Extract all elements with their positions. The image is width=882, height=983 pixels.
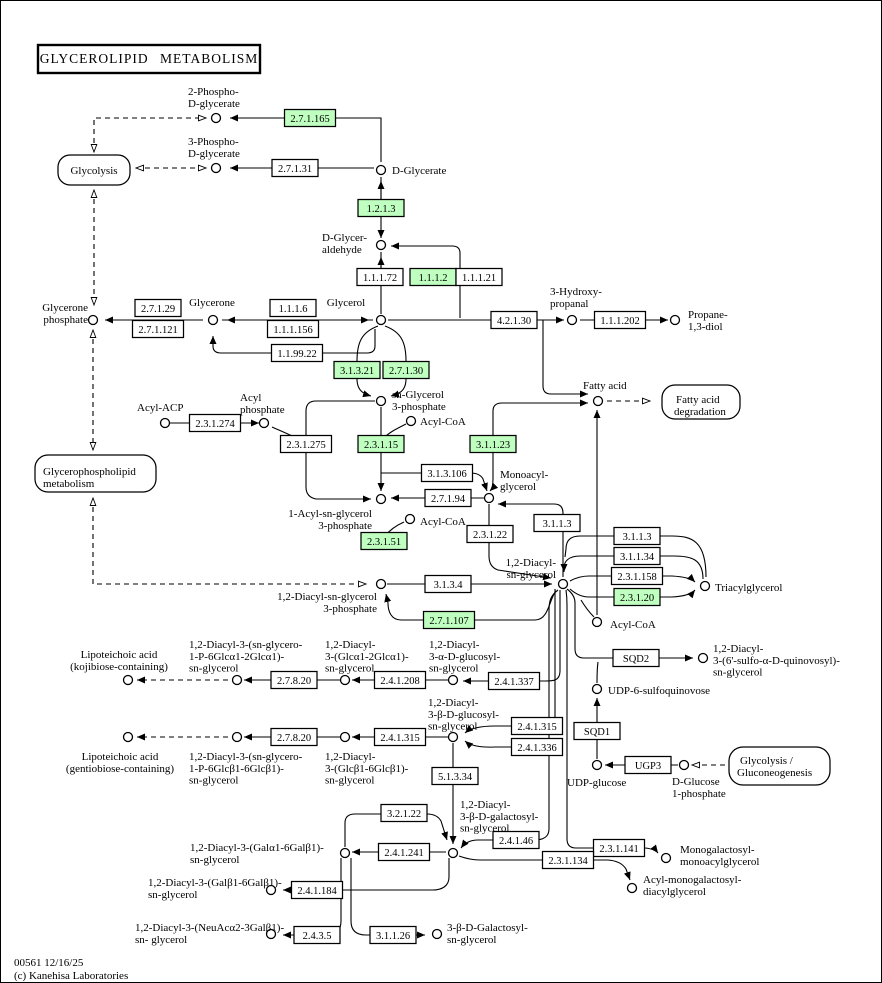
pathway-link-label: Glycolysis [70, 165, 118, 177]
enzyme-label: 3.1.1.26 [375, 930, 411, 942]
enzyme-label: 1.1.1.2 [418, 272, 448, 284]
compound-label: Acyl-CoA [610, 619, 656, 631]
enzyme-label: 2.7.8.20 [276, 675, 312, 687]
map-footer-text: (c) Kanehisa Laboratories [14, 970, 129, 982]
compound-diacyl-glca1-2glca1[interactable] [341, 676, 350, 685]
compound-label: 1,2-Diacyl-3-(sn-glycero-1-P-6Glcβ1-6Glcβ1)-sn-glycerol [189, 751, 303, 787]
compound-acyl-coa-2[interactable] [406, 515, 415, 524]
compound-label: UDP-6-sulfoquinovose [608, 685, 711, 697]
compound-label: 1,2-Diacyl-3-β-D-galactosyl-sn-glycerol [460, 799, 539, 835]
compound-label: 3-Phospho-D-glycerate [188, 136, 240, 160]
compound-3-b-d-galactosyl-sn-glycerol[interactable] [433, 930, 442, 939]
compound-diacyl-3-a-d-glucosyl[interactable] [449, 676, 458, 685]
compound-label: Triacylglycerol [715, 582, 783, 594]
enzyme-box-2.3.1.20[interactable] [614, 589, 660, 606]
compound-label: sn-Glycerol 3-phosphate [392, 389, 446, 413]
enzyme-box-3.1.1.3[interactable] [534, 515, 580, 532]
enzyme-label: 3.1.1.3 [622, 531, 652, 543]
enzyme-label: 2.7.1.29 [140, 303, 176, 315]
enzyme-box-UGP3[interactable] [625, 757, 671, 774]
enzyme-box-2.3.1.15[interactable] [358, 436, 404, 453]
enzyme-box-3.1.1.3[interactable] [614, 528, 660, 545]
enzyme-box-2.4.1.208[interactable] [375, 672, 426, 689]
enzyme-label: 3.1.1.23 [475, 439, 511, 451]
enzyme-label: 1.1.1.72 [362, 272, 398, 284]
enzyme-box-1.1.1.2[interactable] [410, 269, 456, 286]
enzyme-box-3.1.3.21[interactable] [334, 362, 380, 379]
enzyme-box-2.4.1.336[interactable] [512, 739, 563, 756]
enzyme-label: 2.4.1.241 [384, 847, 424, 859]
enzyme-box-2.4.1.337[interactable] [489, 673, 540, 690]
compound-label: D-Glycerate [392, 165, 447, 177]
compound-diacyl-glcb1-6glcb1[interactable] [341, 733, 350, 742]
enzyme-label: UGP3 [634, 760, 662, 772]
enzyme-box-2.3.1.274[interactable] [190, 415, 241, 432]
compound-acyl-acp[interactable] [161, 419, 170, 428]
compound-acyl-phosphate[interactable] [260, 419, 269, 428]
compound-label: D-Glycer-aldehyde [322, 232, 367, 256]
enzyme-label: 2.3.1.275 [286, 439, 326, 451]
enzyme-label: 2.4.1.315 [380, 732, 420, 744]
enzyme-box-2.4.3.5[interactable] [294, 927, 340, 944]
enzyme-box-2.4.1.241[interactable] [379, 844, 430, 861]
pathway-link-glycolysis-gluconeogenesis[interactable] [729, 747, 830, 785]
compound-label: 1,2-Diacyl-3-(NeuAcα2-3Galβ1)-sn- glycerol [135, 922, 285, 946]
enzyme-label: 2.7.1.94 [430, 493, 466, 505]
compound-label: Acyl-CoA [420, 516, 466, 528]
enzyme-box-3.1.3.106[interactable] [422, 465, 473, 482]
compound-triacylglycerol[interactable] [701, 582, 710, 591]
compound-2-phospho-d-glycerate[interactable] [212, 114, 221, 123]
compound-label: Glycerol [326, 297, 366, 309]
pathway-link-glycolysis[interactable] [58, 155, 130, 185]
enzyme-box-SQD2[interactable] [613, 650, 659, 667]
enzyme-box-1.1.1.156[interactable] [268, 321, 319, 338]
enzyme-box-2.7.1.121[interactable] [133, 321, 184, 338]
enzyme-label: 2.7.1.30 [388, 365, 424, 377]
enzyme-label: 5.1.3.34 [437, 771, 473, 783]
enzyme-label: 2.4.1.208 [380, 675, 420, 687]
compound-propane-1-3-diol[interactable] [671, 316, 680, 325]
enzyme-box-2.7.8.20[interactable] [271, 672, 317, 689]
pathway-link-label: Gluconeogenesis [737, 767, 813, 779]
compound-label: Lipoteichoic acid (gentiobiose-containing) [65, 751, 175, 775]
compound-label: 1,2-Diacyl-3-(Galα1-6Galβ1)-sn-glycerol [190, 842, 324, 866]
compound-lipoteichoic-acid-kojibiose[interactable] [124, 676, 133, 685]
compound-label: 1-Acyl-sn-glycerol 3-phosphate [288, 508, 372, 532]
enzyme-box-5.1.3.34[interactable] [432, 768, 478, 785]
enzyme-box-2.7.1.31[interactable] [272, 160, 318, 177]
enzyme-label: SQD2 [622, 653, 650, 665]
enzyme-box-2.7.1.29[interactable] [135, 300, 181, 317]
enzyme-box-2.4.1.315[interactable] [512, 718, 563, 735]
compound-glycerone-phosphate[interactable] [89, 316, 98, 325]
enzyme-label: 2.4.1.315 [517, 721, 557, 733]
enzyme-label: 2.4.1.336 [517, 742, 557, 754]
compound-label: 3-β-D-Galactosyl-sn-glycerol [447, 922, 528, 946]
compound-diacyl-3-b-d-glucosyl[interactable] [449, 733, 458, 742]
compound-1-2-diacyl-sn-glycerol-3-phosphate[interactable] [377, 580, 386, 589]
enzyme-box-2.4.1.184[interactable] [292, 882, 343, 899]
enzyme-box-3.1.3.4[interactable] [425, 576, 471, 593]
compound-label: 3-Hydroxy-propanal [550, 286, 602, 310]
compound-1-acyl-sn-glycerol-3-phosphate[interactable] [377, 495, 386, 504]
compound-glycerone[interactable] [209, 316, 218, 325]
compound-label: 1,2-Diacyl-sn-glycerol 3-phosphate [277, 591, 377, 615]
enzyme-box-4.2.1.30[interactable] [491, 312, 537, 329]
compound-label: UDP-glucose [567, 777, 627, 789]
compound-3-hydroxypropanal[interactable] [568, 316, 577, 325]
enzyme-box-3.1.1.26[interactable] [370, 927, 416, 944]
compound-label: 1,2-Diacyl-sn-glycerol [505, 557, 556, 581]
enzyme-box-2.7.1.165[interactable] [285, 110, 336, 127]
enzyme-label: 1.1.99.22 [277, 348, 317, 360]
compound-label: 1,2-Diacyl-3-(Glcα1-2Glcα1)-sn-glycerol [325, 639, 409, 675]
enzyme-box-1.1.1.6[interactable] [270, 300, 316, 317]
enzyme-box-2.3.1.275[interactable] [281, 436, 332, 453]
enzyme-box-2.3.1.134[interactable] [543, 852, 594, 869]
pathway-link-fatty-acid-degradation[interactable] [662, 385, 740, 419]
compound-monogalactosyl-monoacylglycerol[interactable] [662, 854, 671, 863]
enzyme-label: 2.3.1.51 [366, 536, 402, 548]
compound-label: Acyl-CoA [420, 416, 466, 428]
enzyme-box-1.1.1.72[interactable] [357, 269, 403, 286]
compound-label: Fatty acid [583, 380, 627, 392]
compound-label: 1,2-Diacyl-3-(sn-glycero-1-P-6Glcα1-2Glcα1)-sn-glycerol [189, 639, 303, 675]
compound-diacyl-sulfoquinovosyl[interactable] [699, 654, 708, 663]
compound-label: 1,2-Diacyl-3-(Galβ1-6Galβ1)-sn-glycerol [148, 877, 282, 901]
enzyme-label: 3.1.1.3 [542, 518, 572, 530]
compound-label: 1,2-Diacyl-3-β-D-glucosyl-sn-glycerol [428, 697, 499, 733]
pathway-link-label: degradation [674, 406, 726, 418]
enzyme-box-2.4.1.315[interactable] [375, 729, 426, 746]
compound-lipoteichoic-acid-gentiobiose[interactable] [124, 733, 133, 742]
compound-monoacylglycerol[interactable] [485, 494, 494, 503]
pathway-link-label: Fatty acid [676, 394, 720, 406]
compound-fatty-acid[interactable] [594, 397, 603, 406]
enzyme-box-3.1.1.23[interactable] [470, 436, 516, 453]
enzyme-box-2.3.1.158[interactable] [612, 568, 663, 585]
enzyme-label: 2.3.1.134 [548, 855, 588, 867]
enzyme-label: 3.1.3.4 [433, 579, 463, 591]
enzyme-box-2.3.1.141[interactable] [594, 840, 645, 857]
enzyme-box-2.7.1.94[interactable] [425, 490, 471, 507]
compound-label: 2-Phospho-D-glycerate [188, 86, 240, 110]
compound-label: Acyl phosphate [240, 392, 285, 416]
compound-label: Monoacyl-glycerol [500, 469, 549, 493]
enzyme-box-1.1.99.22[interactable] [272, 345, 323, 362]
compound-glycerol[interactable] [377, 316, 386, 325]
enzyme-label: 1.1.1.6 [278, 303, 308, 315]
enzyme-box-2.7.8.20[interactable] [271, 729, 317, 746]
enzyme-label: 3.1.1.34 [619, 551, 655, 563]
enzyme-box-1.2.1.3[interactable] [358, 200, 404, 217]
compound-label: 1,2-Diacyl-3-(6'-sulfo-α-D-quinovosyl)-sn-glycerol [713, 643, 840, 679]
enzyme-label: 2.7.1.165 [290, 113, 330, 125]
pathway-link-label: Glycerophospholipid [43, 466, 136, 478]
map-title: GLYCEROLIPID METABOLISM [39, 51, 259, 66]
enzyme-label: SQD1 [583, 726, 611, 738]
pathway-link-label: metabolism [43, 478, 95, 490]
compound-1-2-diacyl-sn-glycerol[interactable] [559, 580, 568, 589]
pathway-link-glycerophospholipid-metabolism[interactable] [35, 455, 156, 492]
enzyme-label: 2.4.1.337 [494, 676, 534, 688]
enzyme-label: 2.4.1.184 [297, 885, 337, 897]
enzyme-label: 2.7.1.107 [429, 615, 469, 627]
compound-d-glycerate[interactable] [377, 166, 386, 175]
enzyme-label: 1.1.1.156 [273, 324, 313, 336]
enzyme-box-2.7.1.107[interactable] [424, 612, 475, 629]
compound-label: 1,2-Diacyl-3-α-D-glucosyl-sn-glycerol [429, 639, 501, 675]
enzyme-label: 2.7.8.20 [276, 732, 312, 744]
enzyme-label: 2.3.1.20 [619, 592, 655, 604]
compound-label: Acyl-ACP [137, 402, 184, 414]
enzyme-box-SQD1[interactable] [574, 723, 620, 740]
enzyme-box-2.3.1.51[interactable] [361, 533, 407, 550]
compound-label: Glycerone [189, 297, 235, 309]
compound-udp-glucose[interactable] [593, 761, 602, 770]
compound-udp-6-sulfoquinovose[interactable] [593, 685, 602, 694]
enzyme-label: 2.3.1.158 [617, 571, 657, 583]
enzyme-label: 2.4.1.46 [498, 835, 534, 847]
compound-acyl-monogalactosyl-diacylglycerol[interactable] [628, 884, 637, 893]
enzyme-label: 1.2.1.3 [366, 203, 396, 215]
enzyme-label: 2.7.1.31 [277, 163, 313, 175]
enzyme-box-3.1.1.34[interactable] [614, 548, 660, 565]
compound-d-glyceraldehyde[interactable] [377, 241, 386, 250]
compound-diacyl-sn-glycero-p-glc-a[interactable] [233, 676, 242, 685]
enzyme-label: 2.3.1.274 [195, 418, 235, 430]
enzyme-box-3.2.1.22[interactable] [381, 805, 427, 822]
enzyme-label: 3.2.1.22 [386, 808, 422, 820]
compound-label: Glycerone phosphate [42, 302, 88, 326]
enzyme-label: 2.3.1.141 [599, 843, 639, 855]
pathway-link-label: Glycolysis / [740, 755, 793, 767]
compound-label: D-Glucose 1-phosphate [672, 776, 726, 800]
enzyme-label: 3.1.3.106 [427, 468, 467, 480]
enzyme-label: 3.1.3.21 [339, 365, 375, 377]
compound-acyl-coa-1[interactable] [407, 417, 416, 426]
compound-label: Monogalactosyl-monoacylglycerol [680, 844, 760, 868]
enzyme-label: 2.7.1.121 [138, 324, 178, 336]
compound-label: Lipoteichoic acid (kojibiose-containing) [70, 649, 168, 673]
enzyme-label: 1.1.1.202 [600, 315, 640, 327]
enzyme-box-1.1.1.202[interactable] [595, 312, 646, 329]
enzyme-label: 2.4.3.5 [302, 930, 332, 942]
compound-label: Propane-1,3-diol [688, 309, 728, 333]
compound-sn-glycerol-3-phosphate[interactable] [377, 397, 386, 406]
enzyme-box-2.7.1.30[interactable] [383, 362, 429, 379]
enzyme-label: 4.2.1.30 [496, 315, 532, 327]
enzyme-label: 1.1.1.21 [461, 272, 497, 284]
compound-label: 1,2-Diacyl-3-(Glcβ1-6Glcβ1)-sn-glycerol [325, 751, 409, 787]
enzyme-label: 2.3.1.15 [363, 439, 399, 451]
compound-diacyl-sn-glycero-p-glc-b[interactable] [233, 733, 242, 742]
compound-d-glucose-1-phosphate[interactable] [680, 761, 689, 770]
compound-3-phospho-d-glycerate[interactable] [212, 164, 221, 173]
compound-label: Acyl-monogalactosyl-diacylglycerol [643, 874, 742, 898]
compound-acyl-coa-3[interactable] [593, 618, 602, 627]
enzyme-box-1.1.1.21[interactable] [456, 269, 502, 286]
enzyme-box-2.3.1.22[interactable] [467, 526, 513, 543]
compound-diacyl-gala1-6galb1[interactable] [341, 849, 350, 858]
enzyme-label: 2.3.1.22 [472, 529, 508, 541]
map-footer-text: 00561 12/16/25 [14, 957, 84, 969]
compound-diacyl-3-b-d-galactosyl[interactable] [449, 849, 458, 858]
